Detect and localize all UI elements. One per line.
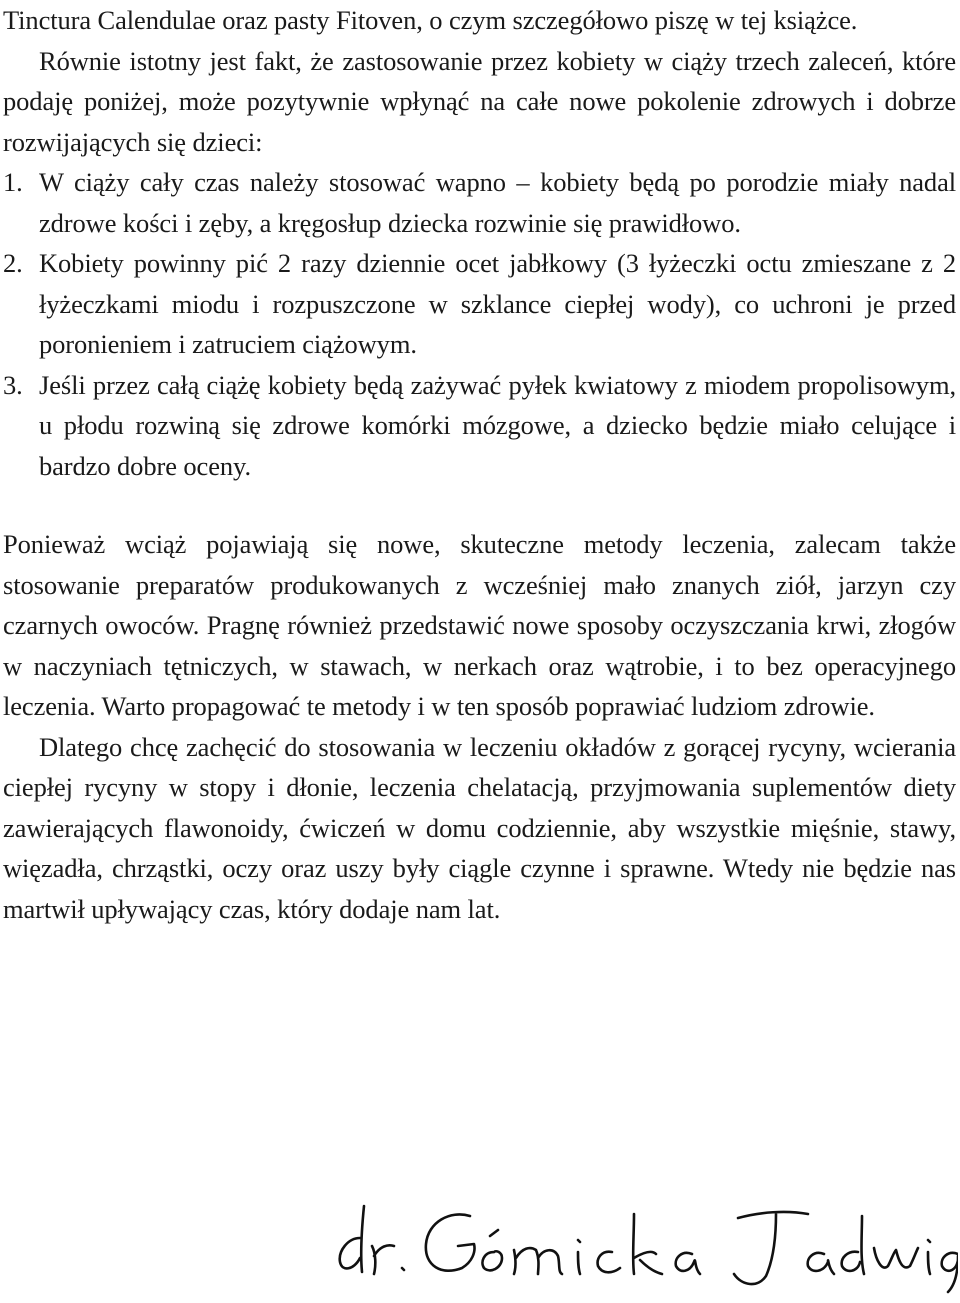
- list-item: [3, 365, 956, 487]
- body-paragraph-2: Dlatego chcę zachęcić do stosowania w leczeniu okładów z gorącej rycyny, wcierania ciepłej rycyny w stopy i dłonie, leczenia chelatacją, przyjmowania suplementów diety zawierających flawonoidy, ćwiczeń w domu codziennie, aby wszystkie mięśnie, stawy, więzadła, chrząstki, oczy oraz uszy były ciągle czynne i sprawne. Wtedy nie będzie nas martwił upływający czas, który dodaje nam lat.: [3, 731, 956, 924]
- section-gap: [3, 486, 956, 524]
- list-item-number: 3.: [3, 369, 23, 400]
- document-page: [3, 0, 956, 929]
- list-item: [3, 243, 956, 365]
- list-item-number: 1.: [3, 167, 23, 197]
- body-paragraph-1: Ponieważ wciąż pojawiają się nowe, skuteczne metody leczenia, zalecam także stosowanie preparatów produkowanych z wcześniej mało znanych ziół, jarzyn czy czarnych owoców. Pragnę również przedstawić nowe sposoby oczyszczania krwi, złogów w naczyniach tętniczych, w stawach, w nerkach oraz wątrobie, i to bez operacyjnego leczenia. Warto propagować te metody i w ten sposób poprawiać ludziom zdrowie.: [3, 529, 956, 721]
- intro-paragraph-1: Tinctura Calendulae oraz pasty Fitoven, o czym szczegółowo piszę w tej książce.: [3, 5, 858, 35]
- list-item-text: W ciąży cały czas należy stosować wapno – kobiety będą po porodzie miały nadal zdrowe kości i zęby, a kręgosłup dziecka rozwinie się prawidłowo.: [39, 167, 956, 238]
- list-item-text: Jeśli przez całą ciążę kobiety będą zażywać pyłek kwiatowy z miodem propolisowym, u płodu rozwiną się zdrowe komórki mózgowe, a dziecko będzie miało celujące i bardzo dobre oceny.: [39, 369, 956, 481]
- handwritten-signature: [330, 1196, 958, 1296]
- recommendation-list: [3, 162, 956, 486]
- list-item-text: Kobiety powinny pić 2 razy dziennie ocet jabłkowy (3 łyżeczki octu zmieszane z 2 łyżeczkami miodu i rozpuszczone w szklance ciepłej wody), co uchroni je przed poronieniem i zatruciem ciążowym.: [39, 248, 956, 359]
- list-item: [3, 162, 956, 243]
- list-item-number: 2.: [3, 248, 23, 278]
- intro-paragraph-2: Równie istotny jest fakt, że zastosowanie przez kobiety w ciąży trzech zaleceń, które podaję poniżej, może pozytywnie wpłynąć na całe nowe pokolenie zdrowych i dobrze rozwijających się dzieci:: [3, 45, 956, 157]
